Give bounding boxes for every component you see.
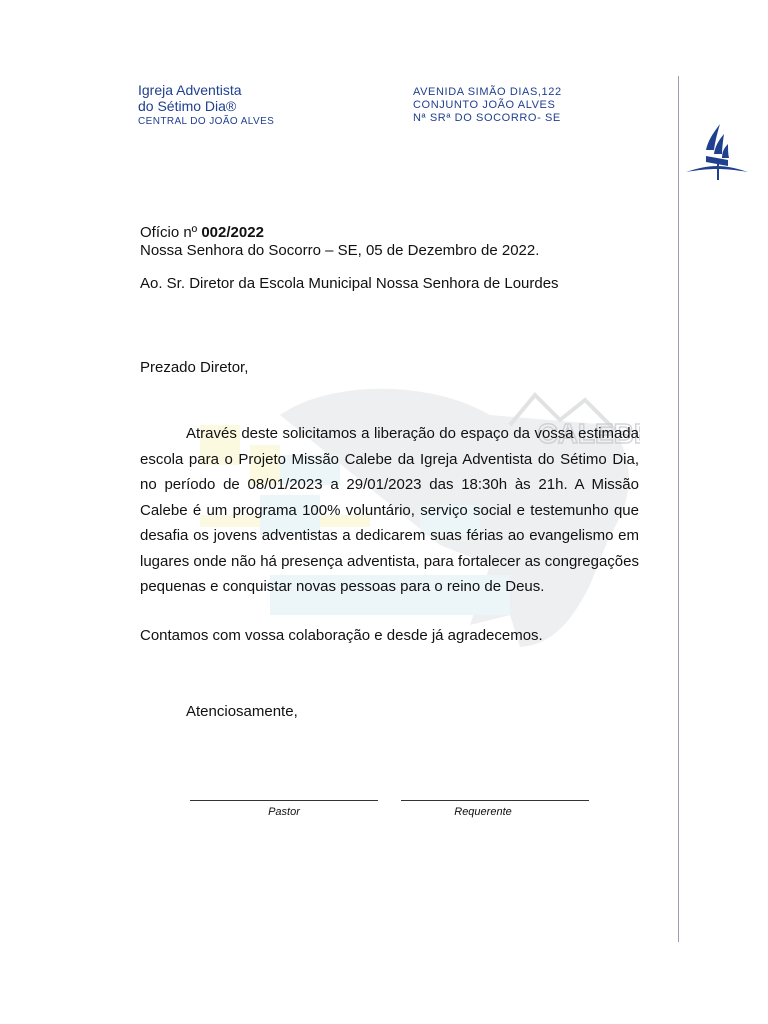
org-unit-name: CENTRAL DO JOÃO ALVES (138, 116, 275, 127)
oficio-prefix: Ofício nº (140, 224, 202, 241)
margin-rule (678, 76, 679, 942)
signature-line-pastor (190, 800, 378, 801)
recipient: Ao. Sr. Diretor da Escola Municipal Nossa Senhora de Lourdes (140, 275, 559, 292)
oficio-heading (140, 223, 264, 243)
closing-line: Contamos com vossa colaboração e desde já agradecemos. (140, 627, 543, 644)
signoff: Atenciosamente, (186, 703, 298, 720)
letter-body-text: Através deste solicitamos a liberação do espaço da vossa estimada escola para o Projeto Missão Calebe da Igreja Adventista do Sétimo Dia, no período de 08/01/2023 a 29/01/2023 das 18:30h às 21h. A Missão Calebe é um programa 100% voluntário, serviço social e testemunho que desafia os jovens adventistas a dedicarem suas férias ao evangelismo em lugares onde não há presença adventista, para fortalecer as congregações pequenas e conquistar novas pessoas para o reino de Deus. (140, 425, 639, 595)
address-line2: CONJUNTO JOÃO ALVES (413, 99, 556, 111)
address-line3: Nª SRª DO SOCORRO- SE (413, 112, 561, 124)
signature-label-pastor: Pastor (268, 806, 300, 818)
letter-body (140, 421, 639, 600)
oficio-number: 002/2022 (201, 224, 264, 241)
salutation: Prezado Diretor, (140, 359, 249, 376)
org-name-line1: Igreja Adventista (138, 82, 242, 98)
place-date: Nossa Senhora do Socorro – SE, 05 de Dezembro de 2022. (140, 242, 540, 259)
org-name-line2: do Sétimo Dia® (138, 98, 237, 114)
watermark-text: CALEB (537, 418, 634, 449)
adventist-flame-logo-icon (684, 122, 750, 182)
signature-label-requerente: Requerente (454, 806, 512, 818)
address-line1: AVENIDA SIMÃO DIAS,122 (413, 86, 562, 98)
signature-line-requerente (401, 800, 589, 801)
